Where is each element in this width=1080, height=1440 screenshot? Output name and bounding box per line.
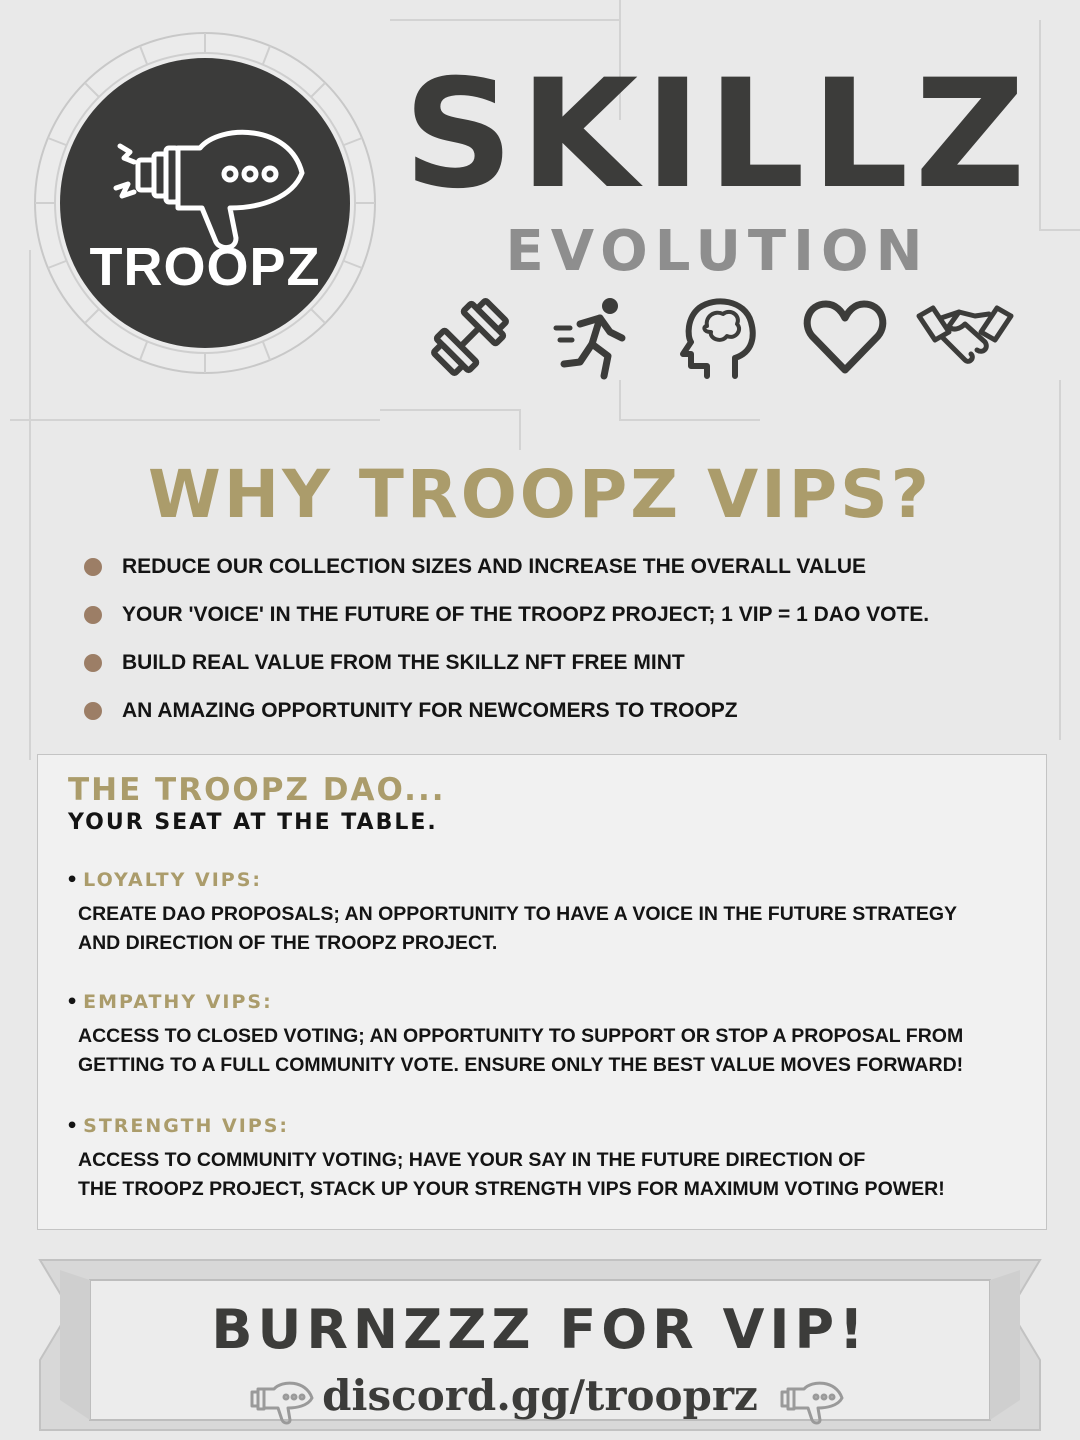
tier-description [66,1022,1026,1080]
tier-strength [66,1113,1026,1204]
tier-description-line: ACCESS TO CLOSED VOTING; AN OPPORTUNITY TO SUPPORT OR STOP A PROPOSAL FROM [78,1025,964,1047]
tier-description-line: AND DIRECTION OF THE TROOPZ PROJECT. [78,932,498,954]
list-item-text: AN AMAZING OPPORTUNITY FOR NEWCOMERS TO TROOPZ [122,699,738,722]
tier-description-line: CREATE DAO PROPOSALS; AN OPPORTUNITY TO HAVE A VOICE IN THE FUTURE STRATEGY [78,903,958,925]
bullet-dot [84,702,102,720]
troopz-logo [30,28,380,378]
bullet-dot [84,606,102,624]
dao-subtitle: YOUR SEAT AT THE TABLE. [68,810,438,835]
list-item-text: REDUCE OUR COLLECTION SIZES AND INCREASE THE OVERALL VALUE [122,555,866,578]
tier-empathy [66,989,1026,1080]
why-list [84,548,1044,740]
bullet: • [66,991,81,1013]
tier-loyalty [66,867,1026,958]
bullet-dot [84,558,102,576]
discord-link[interactable]: discord.gg/trooprz [322,1371,758,1420]
tier-description-line: ACCESS TO COMMUNITY VOTING; HAVE YOUR SAY IN THE FUTURE DIRECTION OF [78,1149,866,1171]
tier-description [66,1146,1026,1204]
page-title: SKILLZ [403,48,1032,222]
heart-icon [800,292,890,382]
banner-headline: BURNZZZ FOR VIP! [211,1298,869,1361]
list-item-text: BUILD REAL VALUE FROM THE SKILLZ NFT FREE MINT [122,651,685,674]
list-item [84,548,1044,596]
running-person-icon [550,292,640,382]
tier-name: EMPATHY VIPS: [83,991,273,1013]
handshake-icon [915,292,1015,382]
tier-description-line: THE TROOPZ PROJECT, STACK UP YOUR STRENGTH VIPS FOR MAXIMUM VOTING POWER! [78,1178,945,1200]
dao-title: THE TROOPZ DAO... [68,772,446,808]
tier-description-line: GETTING TO A FULL COMMUNITY VOTE. ENSURE ONLY THE BEST VALUE MOVES FORWARD! [78,1054,964,1076]
tier-name: STRENGTH VIPS: [83,1115,290,1137]
tier-description [66,900,1026,958]
list-item [84,596,1044,644]
dao-panel [37,754,1047,1230]
list-item-text: YOUR 'VOICE' IN THE FUTURE OF THE TROOPZ PROJECT; 1 VIP = 1 DAO VOTE. [122,603,930,626]
tier-name: LOYALTY VIPS: [83,869,262,891]
brain-head-icon [675,292,765,382]
logo-text: TROOPZ [89,237,321,297]
skill-icon-row [425,292,1015,382]
page-subtitle: EVOLUTION [505,219,930,284]
list-item [84,644,1044,692]
bullet: • [66,1115,81,1137]
bullet: • [66,869,81,891]
why-title: WHY TROOPZ VIPS? [148,456,932,533]
ray-gun-icon [770,1376,850,1426]
bullet-dot [84,654,102,672]
list-item [84,692,1044,740]
dumbbell-icon [425,292,515,382]
